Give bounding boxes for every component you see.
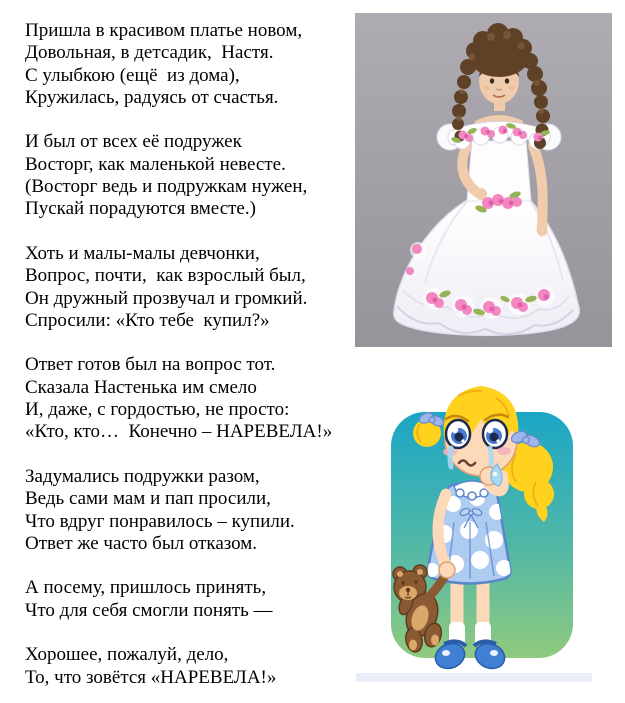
poem-line: Что вдруг понравилось – купили. bbox=[25, 510, 295, 532]
poem-line: Пришла в красивом платье новом, bbox=[25, 20, 303, 41]
cartoon-blush-right bbox=[497, 447, 511, 455]
photo-girl-white-dress-svg bbox=[355, 13, 612, 347]
poem-line: Сказала Настенька им смело bbox=[25, 376, 257, 398]
poem-stanza bbox=[25, 354, 332, 443]
poem-line: С улыбкою (ещё из дома), bbox=[25, 64, 240, 86]
cartoon-left-hand bbox=[439, 562, 455, 578]
photo-girl-white-dress bbox=[355, 13, 612, 347]
poem-line: Ответ же часто был отказом. bbox=[25, 532, 258, 554]
poem-line: Пускай порадуются вместе.) bbox=[25, 198, 256, 220]
poem-line: «Кто, кто… Конечно – НАРЕВЕЛА!» bbox=[25, 421, 333, 443]
poem-stanza bbox=[25, 466, 332, 555]
poem-line: То, что зовётся «НАРЕВЕЛА!» bbox=[25, 666, 277, 688]
poem-stanza bbox=[25, 243, 332, 332]
poem-line: Довольная, в детсадик, Настя. bbox=[25, 42, 274, 64]
poem-line: (Восторг ведь и подружкам нужен, bbox=[25, 176, 308, 198]
poem-line: Вопрос, почти, как взрослый был, bbox=[25, 265, 306, 287]
poem-line: Кружилась, радуясь от счастья. bbox=[25, 86, 279, 108]
poem-line: Хорошее, пожалуй, дело, bbox=[25, 644, 229, 666]
cartoon-tear-highlight bbox=[493, 472, 497, 476]
poem-line: А посему, пришлось принять, bbox=[25, 577, 267, 599]
poem-stanza bbox=[25, 20, 332, 109]
poem-line: Задумались подружки разом, bbox=[25, 465, 260, 487]
poem-line: Ответ готов был на вопрос тот. bbox=[25, 354, 276, 376]
poem-stanza bbox=[25, 577, 332, 622]
poem-line: Что для себя смогли понять — bbox=[25, 599, 273, 621]
poem-line: Ведь сами мам и пап просили, bbox=[25, 488, 271, 510]
poem-stanza bbox=[25, 644, 332, 689]
poem bbox=[25, 20, 332, 703]
poem-stanza bbox=[25, 131, 332, 220]
photo-neck bbox=[494, 99, 505, 111]
poem-line: И, даже, с гордостью, не просто: bbox=[25, 399, 290, 421]
poem-line: Спросили: «Кто тебе купил?» bbox=[25, 309, 270, 331]
poem-line: Хоть и малы-малы девчонки, bbox=[25, 242, 260, 264]
poem-line: Он дружный прозвучал и громкий. bbox=[25, 287, 308, 309]
poem-line: Восторг, как маленькой невесте. bbox=[25, 153, 286, 175]
illustration-crying-girl bbox=[356, 372, 592, 684]
illustration-crying-girl-svg bbox=[356, 372, 592, 684]
cartoon-bottom-strip bbox=[356, 673, 592, 682]
poem-line: И был от всех её подружек bbox=[25, 131, 242, 153]
